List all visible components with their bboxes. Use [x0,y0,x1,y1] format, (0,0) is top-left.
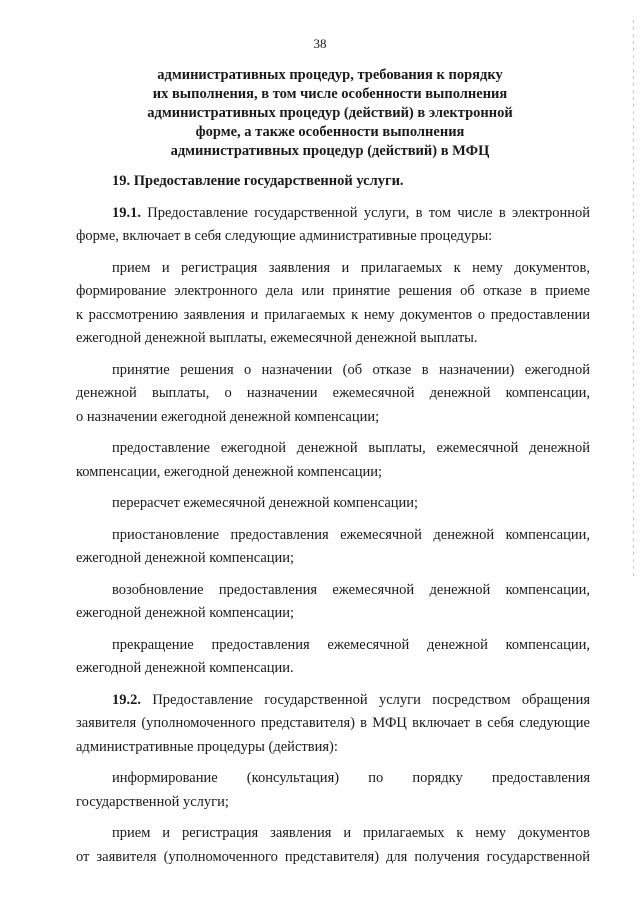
line: предоставление ежегодной денежной выплаты, ежемесячной денежной [112,440,590,456]
scan-edge-line [633,20,634,580]
list-item [76,767,590,814]
line: информирование (консультация) по порядку предоставления [112,770,590,786]
list-item [76,492,590,516]
line: о назначении ежегодной денежной компенсации; [76,408,380,425]
line: принятие решения о назначении (об отказе в назначении) ежегодной [112,361,590,378]
line: Предоставление государственной услуги посредством обращения [141,691,590,708]
line: административные процедуры (действия): [76,738,338,755]
clause-number: 19.1. [112,204,141,221]
line: ежегодной денежной выплаты, ежемесячной денежной выплаты. [76,330,478,346]
line: перерасчет ежемесячной денежной компенсации; [112,495,419,511]
line: прекращение предоставления ежемесячной денежной компенсации, [112,636,590,653]
line: ежегодной денежной компенсации; [76,550,295,566]
line: прием и регистрация заявления и прилагаемых к нему документов [112,825,590,841]
clause-number: 19.2. [112,691,141,708]
line: ежегодной денежной компенсации. [76,660,294,676]
line: от заявителя (уполномоченного представителя) для получения государственной [76,848,590,865]
list-item [76,437,590,484]
page-number: 38 [313,36,327,51]
line: ежегодной денежной компенсации; [76,605,295,621]
line: заявителя (уполномоченного представителя) в МФЦ включает в себя следующие [76,715,590,731]
list-item [76,822,590,869]
line: денежной выплаты, о назначении ежемесячной денежной компенсации, [76,385,590,401]
document-body [76,170,590,877]
line: компенсации, ежегодной денежной компенсации; [76,463,383,480]
line: возобновление предоставления ежемесячной денежной компенсации, [112,581,590,598]
paragraph-19-2 [76,689,590,760]
heading-line: их выполнения, в том числе особенности выполнения [152,86,508,102]
paragraph-19-1 [76,202,590,249]
line: прием и регистрация заявления и прилагаемых к нему документов, [112,259,590,276]
section-title: 19. Предоставление государственной услуги. [112,173,404,189]
line: формирование электронного дела или принятие решения об отказе в приеме [76,283,590,299]
line: Предоставление государственной услуги, в том числе в электронной [141,204,590,221]
list-item [76,524,590,571]
line: государственной услуги; [76,793,229,810]
line: форме, включает в себя следующие административные процедуры: [76,228,493,244]
list-item [76,257,590,351]
list-item [76,579,590,626]
list-item [76,634,590,681]
heading-line: административных процедур (действий) в МФЦ [170,143,490,159]
heading-line: административных процедур (действий) в электронной [147,105,513,121]
heading-line: административных процедур, требования к порядку [157,67,503,83]
line: приостановление предоставления ежемесячной денежной компенсации, [112,526,590,543]
list-item [76,359,590,430]
line: к рассмотрению заявления и прилагаемых к нему документов о предоставлении [76,306,590,323]
section-heading [120,66,540,161]
heading-line: форме, а также особенности выполнения [195,124,465,140]
